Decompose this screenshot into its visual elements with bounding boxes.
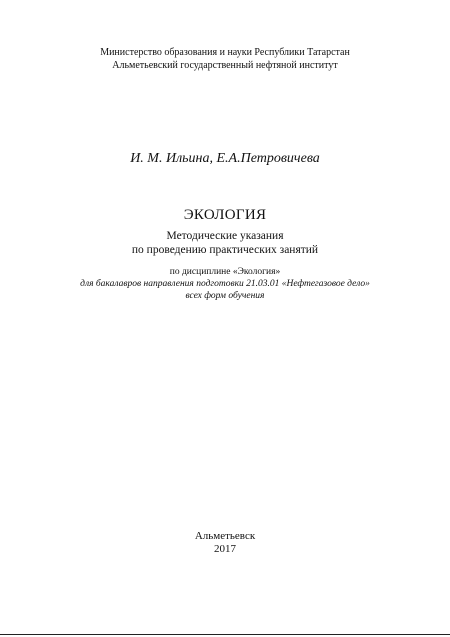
document-title: ЭКОЛОГИЯ xyxy=(183,207,267,223)
discipline-info xyxy=(0,266,450,302)
discipline-line-1: по дисциплине «Экология» xyxy=(169,267,281,277)
ministry-header xyxy=(0,46,450,72)
discipline-line-3: всех форм обучения xyxy=(185,291,265,301)
publication-info xyxy=(0,530,450,556)
discipline-line-2: для бакалавров направления подготовки 21.03.01 «Нефтегазовое дело» xyxy=(80,279,370,289)
ministry-line-2: Альметьевский государственный нефтяной институт xyxy=(112,60,338,71)
publication-city: Альметьевск xyxy=(194,530,256,542)
subtitle-line-1: Методические указания xyxy=(166,230,284,242)
subtitle-line-2: по проведению практических занятий xyxy=(131,244,319,256)
document-subtitle xyxy=(0,229,450,257)
ministry-line-1: Министерство образования и науки Республики Татарстан xyxy=(100,47,350,58)
authors: И. М. Ильина, Е.А.Петровичева xyxy=(130,151,320,166)
page-bottom-edge xyxy=(0,634,450,635)
publication-year: 2017 xyxy=(214,543,236,555)
